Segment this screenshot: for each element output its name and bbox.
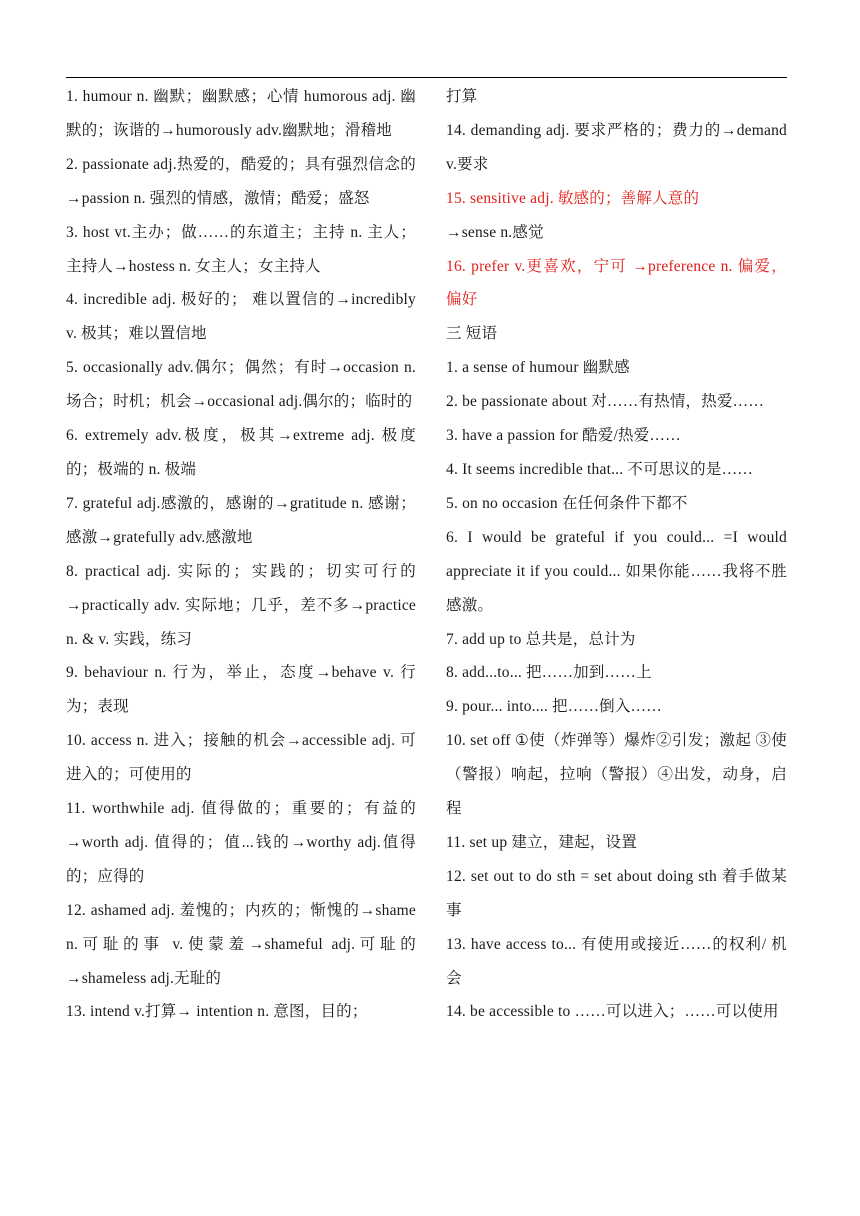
vocab-entry-2: 2. passionate adj.热爱的，酷爱的；具有强烈信念的→passion n. 强烈的情感，激情；酷爱；盛怒: [66, 155, 416, 207]
vocab-entry-10: 10. access n. 进入；接触的机会→accessible adj. 可进入的；可使用的: [66, 732, 416, 784]
phrase-13: 13. have access to... 有使用或接近……的权利/ 机会: [446, 935, 787, 987]
vocab-entry-14: 14. demanding adj. 要求严格的；费力的→demand v.要求: [446, 121, 787, 173]
vocab-entry-15: 15. sensitive adj. 敏感的；善解人意的: [446, 189, 700, 207]
phrase-12: 12. set out to do sth = set about doing sth 着手做某事: [446, 867, 787, 919]
phrase-7: 7. add up to 总共是，总计为: [446, 630, 636, 648]
phrase-5: 5. on no occasion 在任何条件下都不: [446, 494, 688, 512]
header-rule: [66, 77, 787, 78]
section-title: 三 短语: [446, 325, 498, 343]
vocab-entry-4: 4. incredible adj. 极好的； 难以置信的→incredibly v. 极其；难以置信地: [66, 291, 416, 343]
phrase-3: 3. have a passion for 酷爱/热爱……: [446, 427, 681, 445]
vocab-entry-5: 5. occasionally adv.偶尔；偶然；有时→occasion n. 场合；时机；机会→occasional adj.偶尔的；临时的: [66, 359, 416, 411]
vocab-entry-16-derived: →preference n. 偏爱，偏好: [446, 257, 788, 309]
phrase-6: 6. I would be grateful if you could... =I would appreciate it if you could... 如果你能……我将不胜感激。: [446, 528, 787, 614]
vocab-entry-16-head: 16. prefer v.更喜欢，宁可: [446, 257, 628, 275]
phrase-1: 1. a sense of humour 幽默感: [446, 359, 630, 377]
phrase-9: 9. pour... into.... 把……倒入……: [446, 698, 662, 716]
vocab-entry-1: 1. humour n. 幽默；幽默感；心情 humorous adj. 幽默的；诙谐的→humorously adv.幽默地；滑稽地: [66, 88, 416, 139]
phrase-11: 11. set up 建立，建起，设置: [446, 833, 637, 851]
vocab-entry-7: 7. grateful adj.感激的，感谢的→gratitude n. 感谢；感激→gratefully adv.感激地: [66, 494, 416, 546]
vocab-entry-13-cont: 打算: [446, 88, 478, 105]
vocab-entry-11: 11. worthwhile adj. 值得做的；重要的；有益的→worth adj. 值得的；值...钱的→worthy adj.值得的；应得的: [66, 800, 416, 885]
vocab-entry-6: 6. extremely adv.极度，极其→extreme adj. 极度的；极端的 n. 极端: [66, 427, 416, 478]
vocab-entry-15-cont: →sense n.感觉: [446, 223, 544, 241]
right-column: [446, 80, 787, 1029]
vocab-entry-16: [446, 250, 787, 318]
phrase-2: 2. be passionate about 对……有热情，热爱……: [446, 393, 765, 411]
vocab-entry-9: 9. behaviour n. 行为，举止，态度→behave v. 行为；表现: [66, 664, 416, 716]
vocab-entry-12: 12. ashamed adj. 羞愧的；内疚的；惭愧的→shame n.可耻的事 v.使蒙羞→shameful adj.可耻的 →shameless adj.无耻的: [66, 901, 416, 987]
vocab-entry-3: 3. host vt.主办；做……的东道主；主持 n. 主人；主持人→hostess n. 女主人；女主持人: [66, 223, 416, 275]
vocab-entry-8: 8. practical adj. 实际的；实践的；切实可行的→practically adv. 实际地；几乎，差不多→practice n. & v. 实践，练习: [66, 562, 416, 648]
left-column: [66, 80, 416, 1029]
phrase-4: 4. It seems incredible that... 不可思议的是……: [446, 460, 753, 478]
phrase-14: 14. be accessible to ……可以进入；……可以使用: [446, 1003, 779, 1021]
phrase-10: 10. set off ①使（炸弹等）爆炸②引发；激起 ③使（警报）响起，拉响（警报）④出发，动身，启程: [446, 732, 787, 818]
phrase-8: 8. add...to... 把……加到……上: [446, 664, 652, 682]
vocab-entry-13: 13. intend v.打算→ intention n. 意图，目的；: [66, 1003, 368, 1021]
